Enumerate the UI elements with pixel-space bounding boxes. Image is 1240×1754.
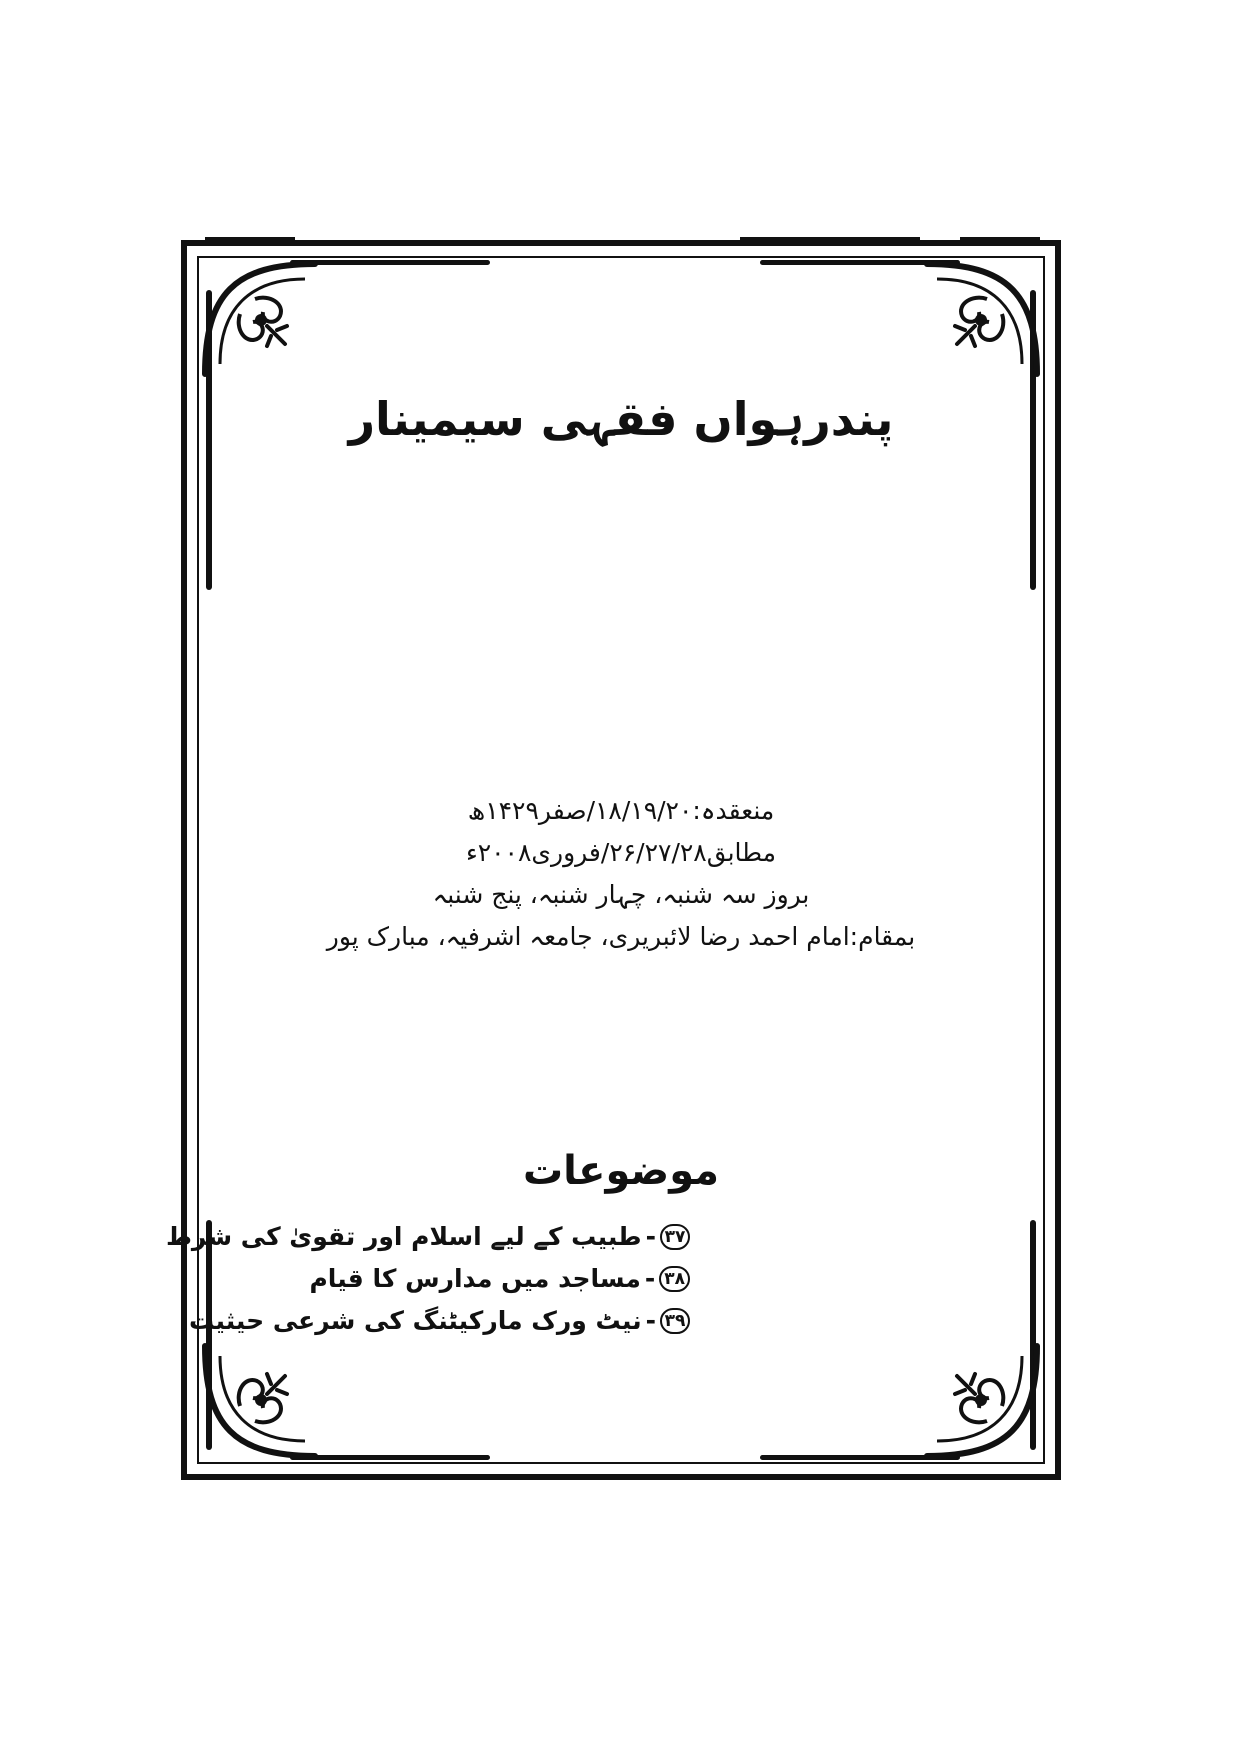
seminar-details xyxy=(181,790,1061,958)
page-title: پندرہواں فقہی سیمینار xyxy=(348,392,894,446)
held-days: بروز سہ شنبہ، چہار شنبہ، پنج شنبہ xyxy=(432,880,810,909)
topics-heading: موضوعات xyxy=(522,1148,720,1194)
topic-text: نیٹ ورک مارکیٹنگ کی شرعی حیثیت xyxy=(189,1306,642,1335)
topic-number-badge: ۳۸ xyxy=(659,1266,690,1292)
corner-ornament-top-right xyxy=(917,254,1047,384)
venue: بمقام:امام احمد رضا لائبریری، جامعہ اشرفیہ، مبارک پور xyxy=(326,922,916,951)
topic-item xyxy=(290,1258,690,1300)
held-dates-hijri: منعقدہ:۱۸/۱۹/۲۰/صفر۱۴۲۹ھ xyxy=(467,796,775,825)
topic-item xyxy=(165,1216,690,1258)
topic-number-badge: ۳۷ xyxy=(660,1224,690,1250)
corner-ornament-bottom-right xyxy=(917,1336,1047,1466)
topic-item xyxy=(189,1300,690,1342)
held-dates-gregorian: مطابق۲۶/۲۷/۲۸/فروری۲۰۰۸ء xyxy=(465,838,777,867)
topic-text: طبیب کے لیے اسلام اور تقویٰ کی شرط xyxy=(165,1222,642,1251)
topic-dash: - xyxy=(645,1222,656,1251)
topic-text: مساجد میں مدارس کا قیام xyxy=(309,1264,641,1293)
topic-dash: - xyxy=(644,1264,656,1293)
corner-ornament-top-left xyxy=(195,254,325,384)
corner-ornament-bottom-left xyxy=(195,1336,325,1466)
topic-dash: - xyxy=(645,1306,656,1335)
topic-number-badge: ۳۹ xyxy=(660,1308,690,1334)
topics-list xyxy=(165,1216,690,1342)
